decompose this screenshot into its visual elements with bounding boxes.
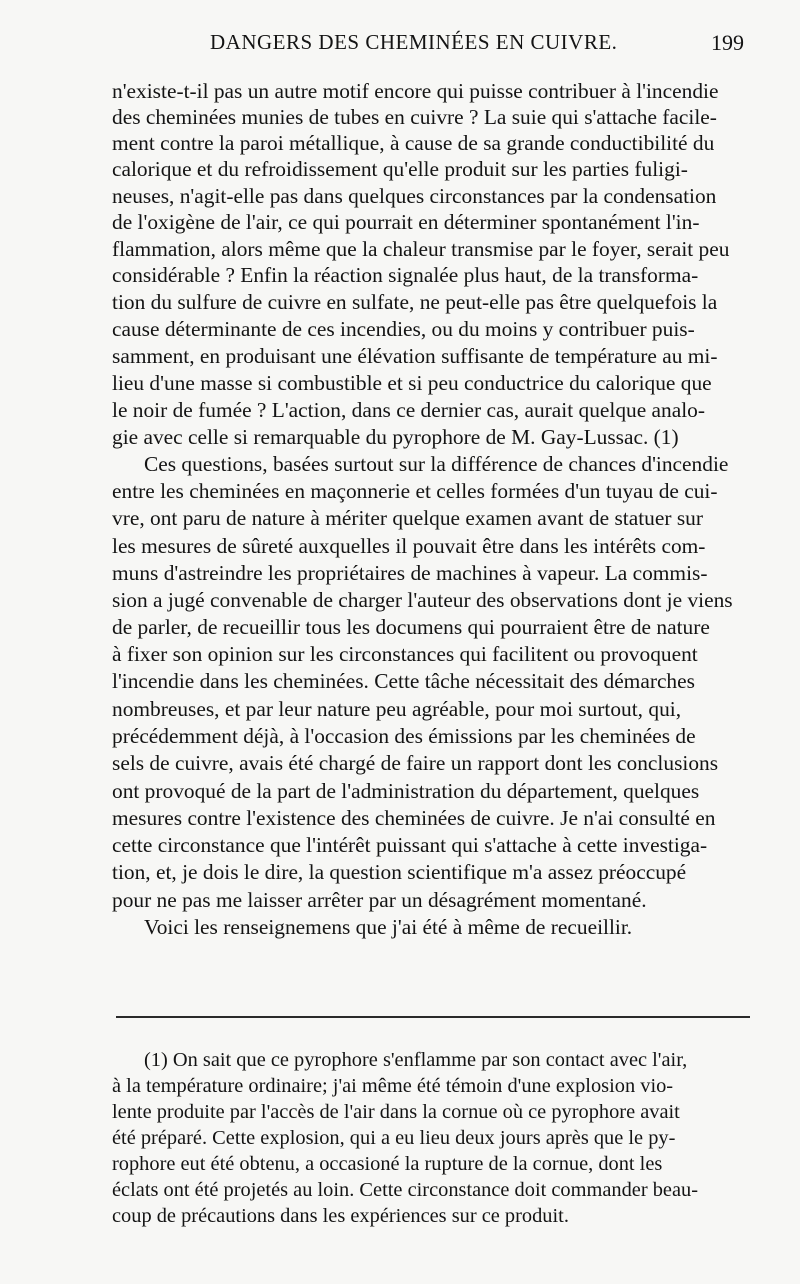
text-line: de l'oxigène de l'air, ce qui pourrait en déterminer spontanément l'in- (112, 210, 700, 234)
text-line: muns d'astreindre les propriétaires de machines à vapeur. La commis- (112, 561, 708, 585)
text-line: Voici les renseignemens que j'ai été à même de recueillir. (144, 915, 633, 939)
text-line: tion, et, je dois le dire, la question scientifique m'a assez préoccupé (112, 860, 687, 884)
text-line: gie avec celle si remarquable du pyrophore de M. Gay-Lussac. (1) (112, 425, 679, 449)
footnote-line: (1) On sait que ce pyrophore s'enflamme par son contact avec l'air, (144, 1049, 688, 1071)
page-header (210, 30, 750, 64)
text-line: sion a jugé convenable de charger l'auteur des observations dont je viens (112, 588, 733, 612)
text-line: pour ne pas me laisser arrêter par un désagrément momentané. (112, 888, 647, 912)
footnote-line: à la température ordinaire; j'ai même été témoin d'une explosion vio- (112, 1075, 674, 1097)
text-line: précédemment déjà, à l'occasion des émissions par les cheminées de (112, 724, 696, 748)
footnote-line: rophore eut été obtenu, a occasioné la rupture de la cornue, dont les (112, 1153, 663, 1175)
text-line: l'incendie dans les cheminées. Cette tâche nécessitait des démarches (112, 669, 695, 693)
text-line: neuses, n'agit-elle pas dans quelques circonstances par la condensation (112, 184, 717, 208)
text-line: cette circonstance que l'intérêt puissant qui s'attache à cette investiga- (112, 833, 708, 857)
text-line: calorique et du refroidissement qu'elle produit sur les parties fuligi- (112, 157, 688, 181)
text-line: flammation, alors même que la chaleur transmise par le foyer, serait peu (112, 237, 730, 261)
text-line: considérable ? Enfin la réaction signalée plus haut, de la transforma- (112, 263, 699, 287)
footnote-line: éclats ont été projetés au loin. Cette circonstance doit commander beau- (112, 1179, 699, 1201)
text-line: cause déterminante de ces incendies, ou du moins y contribuer puis- (112, 317, 695, 341)
text-line: à fixer son opinion sur les circonstances qui facilitent ou provoquent (112, 642, 698, 666)
text-line: des cheminées munies de tubes en cuivre ? La suie qui s'attache facile- (112, 105, 717, 129)
text-line: entre les cheminées en maçonnerie et celles formées d'un tuyau de cui- (112, 479, 718, 503)
page-number: 199 (711, 30, 744, 55)
text-line: les mesures de sûreté auxquelles il pouvait être dans les intérêts com- (112, 534, 706, 558)
text-line: nombreuses, et par leur nature peu agréable, pour moi surtout, qui, (112, 697, 682, 721)
text-line: mesures contre l'existence des cheminées de cuivre. Je n'ai consulté en (112, 806, 716, 830)
text-line: ment contre la paroi métallique, à cause de sa grande conductibilité du (112, 131, 715, 155)
text-line: le noir de fumée ? L'action, dans ce dernier cas, aurait quelque analo- (112, 398, 706, 422)
text-line: de parler, de recueillir tous les documens qui pourraient être de nature (112, 615, 710, 639)
running-title: DANGERS DES CHEMINÉES EN CUIVRE. (210, 30, 618, 54)
footnote-line: lente produite par l'accès de l'air dans la cornue où ce pyrophore avait (112, 1101, 680, 1123)
text-line: lieu d'une masse si combustible et si peu conductrice du calorique que (112, 371, 712, 395)
text-line: Ces questions, basées surtout sur la différence de chances d'incendie (144, 452, 729, 476)
footnote-separator (116, 1016, 750, 1018)
text-line: ont provoqué de la part de l'administration du département, quelques (112, 779, 700, 803)
text-line: samment, en produisant une élévation suffisante de température au mi- (112, 344, 718, 368)
footnote-line: coup de précautions dans les expériences sur ce produit. (112, 1205, 569, 1227)
text-line: sels de cuivre, avais été chargé de faire un rapport dont les conclusions (112, 751, 719, 775)
text-line: n'existe-t-il pas un autre motif encore qui puisse contribuer à l'incendie (112, 79, 719, 103)
footnote-line: été préparé. Cette explosion, qui a eu lieu deux jours après que le py- (112, 1127, 676, 1149)
text-line: vre, ont paru de nature à mériter quelque examen avant de statuer sur (112, 506, 703, 530)
text-line: tion du sulfure de cuivre en sulfate, ne peut-elle pas être quelquefois la (112, 290, 718, 314)
